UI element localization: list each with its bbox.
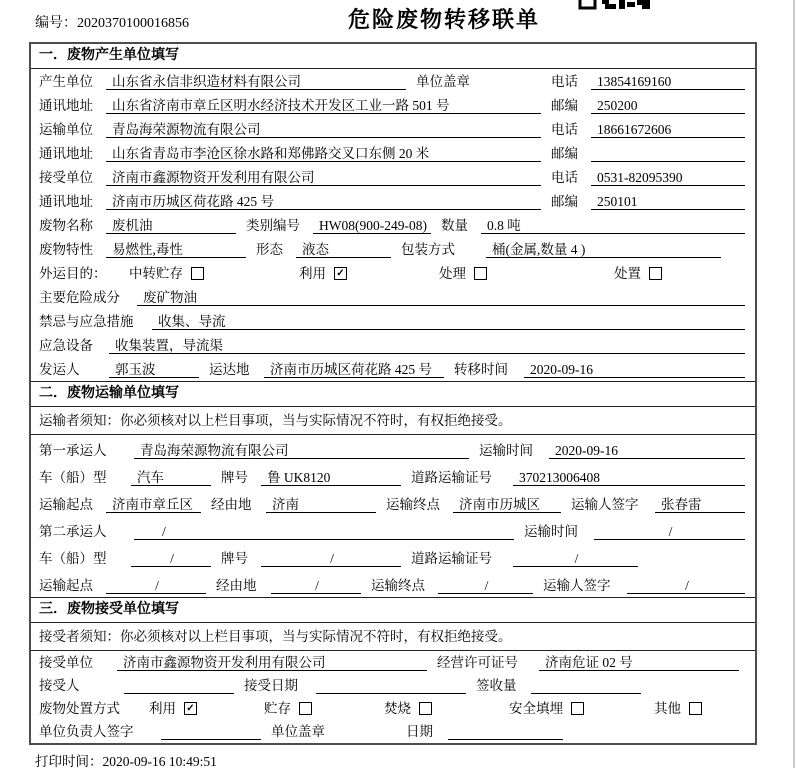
plate-no-2-value: / xyxy=(261,550,401,567)
form-row xyxy=(31,543,755,570)
producer-phone-value: 13854169160 xyxy=(591,73,745,90)
field-label: 发运人 xyxy=(39,362,80,377)
form-row xyxy=(31,285,755,309)
utilize-2-option xyxy=(149,700,254,717)
section xyxy=(31,597,755,743)
form-header xyxy=(0,0,796,42)
field-label: 运输终点 xyxy=(386,497,440,512)
landfill-checkbox-icon xyxy=(571,702,584,715)
field-label: 第一承运人 xyxy=(39,443,107,458)
field-label: 车（船）型 xyxy=(39,470,107,485)
serial-label: 编号： xyxy=(35,16,77,31)
producer-address-value: 山东省济南市章丘区明水经济技术开发区工业一路 501 号 xyxy=(106,97,541,114)
field-label: 接受单位 xyxy=(39,170,93,185)
form-row xyxy=(31,462,755,489)
form-row xyxy=(31,117,755,141)
store-2-checkbox-icon xyxy=(299,702,312,715)
destination-value: 济南市历城区荷花路 425 号 xyxy=(264,361,444,378)
field-label: 牌号 xyxy=(221,551,248,566)
form-row xyxy=(31,93,755,117)
field-label: 接受单位 xyxy=(39,655,93,670)
field-label: 禁忌与应急措施 xyxy=(39,314,134,329)
main-hazard-value: 废矿物油 xyxy=(137,289,745,306)
receiver-postcode-value: 250101 xyxy=(591,193,745,210)
form-row xyxy=(31,69,755,93)
checkbox-label: 贮存 xyxy=(264,701,291,716)
form-row xyxy=(31,189,755,213)
first-carrier-value: 青岛海荣源物流有限公司 xyxy=(134,442,469,459)
form-table xyxy=(29,42,757,745)
field-label: 形态 xyxy=(256,242,283,257)
responsible-sign-value xyxy=(161,723,261,740)
checkbox-label: 焚烧 xyxy=(384,701,411,716)
form-row xyxy=(31,674,755,697)
field-label: 包装方式 xyxy=(401,242,455,257)
packing-method-value: 桶(金属,数量 4 ) xyxy=(486,241,721,258)
field-label: 类别编号 xyxy=(246,218,300,233)
transfer-date-value: 2020-09-16 xyxy=(524,361,745,378)
incinerate-option xyxy=(384,700,499,717)
field-label: 经营许可证号 xyxy=(437,655,518,670)
carrier-sign-1-value: 张春雷 xyxy=(655,496,745,513)
waste-name-value: 废机油 xyxy=(106,217,236,234)
road-permit-1-value: 370213006408 xyxy=(513,469,745,486)
checkbox-label: 利用 xyxy=(299,266,326,281)
field-label: 运达地 xyxy=(209,362,250,377)
vehicle-type-1-value: 汽车 xyxy=(131,469,211,486)
field-label: 通讯地址 xyxy=(39,98,93,113)
field-label: 邮编 xyxy=(551,194,578,209)
carrier-sign-2-value: / xyxy=(627,577,745,594)
field-label: 车（船）型 xyxy=(39,551,107,566)
section-title: 二．废物运输单位填写 xyxy=(31,381,755,407)
checkbox-label: 处理 xyxy=(439,266,466,281)
form-row xyxy=(31,570,755,597)
receiver-address-value: 济南市历城区荷花路 425 号 xyxy=(106,193,541,210)
producer-postcode-value: 250200 xyxy=(591,97,745,114)
qr-code-icon xyxy=(578,0,652,10)
treat-checkbox-icon xyxy=(474,267,487,280)
accept-date-value xyxy=(316,677,466,694)
field-label: 接受人 xyxy=(39,678,80,693)
checkbox-label: 安全填埋 xyxy=(509,701,563,716)
form-row xyxy=(31,651,755,674)
field-label: 接受日期 xyxy=(244,678,298,693)
field-label: 经由地 xyxy=(211,497,252,512)
utilize-2-checkbox-icon: ✓ xyxy=(184,702,197,715)
acceptor-value xyxy=(124,677,234,694)
transporter-unit-value: 青岛海荣源物流有限公司 xyxy=(106,121,541,138)
origin-1-value: 济南市章丘区 xyxy=(106,496,201,513)
via-2-value: / xyxy=(271,577,361,594)
field-label: 道路运输证号 xyxy=(411,551,492,566)
transporter-postcode-value xyxy=(591,145,745,162)
store-2-option xyxy=(264,700,374,717)
section xyxy=(31,381,755,597)
waste-property-value: 易燃性,毒性 xyxy=(106,241,246,258)
other-checkbox-icon xyxy=(689,702,702,715)
form-title: 危险废物转移联单 xyxy=(347,7,540,32)
form-row xyxy=(31,697,755,720)
print-time-label: 打印时间： xyxy=(35,754,103,769)
page-right-edge xyxy=(793,0,795,768)
field-label: 邮编 xyxy=(551,98,578,113)
field-label: 废物特性 xyxy=(39,242,93,257)
field-label: 通讯地址 xyxy=(39,194,93,209)
checkbox-label: 利用 xyxy=(149,701,176,716)
shipper-value: 郭玉波 xyxy=(109,361,199,378)
date-signed-value xyxy=(448,723,563,740)
checkbox-label: 中转贮存 xyxy=(129,266,183,281)
field-label: 第二承运人 xyxy=(39,524,107,539)
utilize-checkbox-icon: ✓ xyxy=(334,267,347,280)
field-label: 外运目的： xyxy=(39,266,107,281)
print-time xyxy=(35,750,796,770)
section-notice: 运输者须知：你必须核对以上栏目事项，当与实际情况不符时，有权拒绝接受。 xyxy=(31,407,755,435)
field-label: 运输起点 xyxy=(39,497,93,512)
producer-unit-value: 山东省永信非织造材料有限公司 xyxy=(106,73,406,90)
origin-2-value: / xyxy=(106,577,206,594)
form-row xyxy=(31,489,755,516)
transporter-phone-value: 18661672606 xyxy=(591,121,745,138)
field-label: 运输时间 xyxy=(479,443,533,458)
transporter-address-value: 山东省青岛市李沧区徐水路和郑佛路交叉口东侧 20 米 xyxy=(106,145,541,162)
form-row xyxy=(31,720,755,743)
accept-unit-value: 济南市鑫源物资开发利用有限公司 xyxy=(117,654,427,671)
form-row xyxy=(31,357,755,381)
field-label: 通讯地址 xyxy=(39,146,93,161)
dispose-checkbox-icon xyxy=(649,267,662,280)
via-1-value: 济南 xyxy=(266,496,376,513)
unit-seal-2-label: 单位盖章 xyxy=(271,724,325,739)
transfer-storage-option xyxy=(129,265,289,282)
emergency-equipment-value: 收集装置，导流渠 xyxy=(109,337,745,354)
category-code-value: HW08(900-249-08) xyxy=(313,217,431,234)
checkbox-label: 处置 xyxy=(614,266,641,281)
section-notice: 接受者须知：你必须核对以上栏目事项，当与实际情况不符时，有权拒绝接受。 xyxy=(31,623,755,651)
form-row xyxy=(31,141,755,165)
field-label: 签收量 xyxy=(476,678,517,693)
field-label: 电话 xyxy=(551,122,578,137)
field-label: 经由地 xyxy=(216,578,257,593)
field-label: 单位负责人签字 xyxy=(39,724,134,739)
terminal-1-value: 济南市历城区 xyxy=(453,496,561,513)
field-label: 运输人签字 xyxy=(571,497,639,512)
field-label: 数量 xyxy=(441,218,468,233)
road-permit-2-value: / xyxy=(513,550,638,567)
second-carrier-value: / xyxy=(134,523,514,540)
field-label: 运输单位 xyxy=(39,122,93,137)
field-label: 废物处置方式 xyxy=(39,701,120,716)
other-option xyxy=(654,700,702,717)
incinerate-checkbox-icon xyxy=(419,702,432,715)
dispose-option xyxy=(614,265,662,282)
field-label: 电话 xyxy=(551,170,578,185)
field-label: 运输起点 xyxy=(39,578,93,593)
receiver-unit-value: 济南市鑫源物资开发利用有限公司 xyxy=(106,169,541,186)
form-row xyxy=(31,516,755,543)
form-state-value: 液态 xyxy=(296,241,391,258)
field-label: 牌号 xyxy=(221,470,248,485)
section xyxy=(31,44,755,381)
form-row xyxy=(31,165,755,189)
license-no-value: 济南危证 02 号 xyxy=(539,654,739,671)
unit-seal-label: 单位盖章 xyxy=(416,74,470,89)
field-label: 运输时间 xyxy=(524,524,578,539)
field-label: 运输终点 xyxy=(371,578,425,593)
print-time-value: 2020-09-16 10:49:51 xyxy=(102,754,217,769)
field-label: 邮编 xyxy=(551,146,578,161)
field-label: 产生单位 xyxy=(39,74,93,89)
form-row xyxy=(31,309,755,333)
utilize-option xyxy=(299,265,429,282)
field-label: 转移时间 xyxy=(454,362,508,377)
form-row xyxy=(31,435,755,462)
quantity-value: 0.8 吨 xyxy=(481,217,745,234)
transfer-storage-checkbox-icon xyxy=(191,267,204,280)
landfill-option xyxy=(509,700,644,717)
field-label: 运输人签字 xyxy=(543,578,611,593)
field-label: 废物名称 xyxy=(39,218,93,233)
vehicle-type-2-value: / xyxy=(131,550,211,567)
section-title: 三．废物接受单位填写 xyxy=(31,597,755,623)
treat-option xyxy=(439,265,604,282)
field-label: 道路运输证号 xyxy=(411,470,492,485)
form-row xyxy=(31,333,755,357)
serial-value: 2020370100016856 xyxy=(77,16,189,31)
field-label: 主要危险成分 xyxy=(39,290,120,305)
field-label: 日期 xyxy=(406,724,433,739)
emergency-measures-value: 收集、导流 xyxy=(152,313,745,330)
form-row xyxy=(31,261,755,285)
form-row xyxy=(31,213,755,237)
checkbox-label: 其他 xyxy=(654,701,681,716)
section-title: 一．废物产生单位填写 xyxy=(31,44,755,69)
form-row xyxy=(31,237,755,261)
terminal-2-value: / xyxy=(438,577,533,594)
sign-quantity-value xyxy=(531,677,641,694)
plate-no-1-value: 鲁 UK8120 xyxy=(261,469,401,486)
field-label: 电话 xyxy=(551,74,578,89)
transport-date-2-value: / xyxy=(594,523,745,540)
field-label: 应急设备 xyxy=(39,338,93,353)
receiver-phone-value: 0531-82095390 xyxy=(591,169,745,186)
transport-date-1-value: 2020-09-16 xyxy=(549,442,745,459)
